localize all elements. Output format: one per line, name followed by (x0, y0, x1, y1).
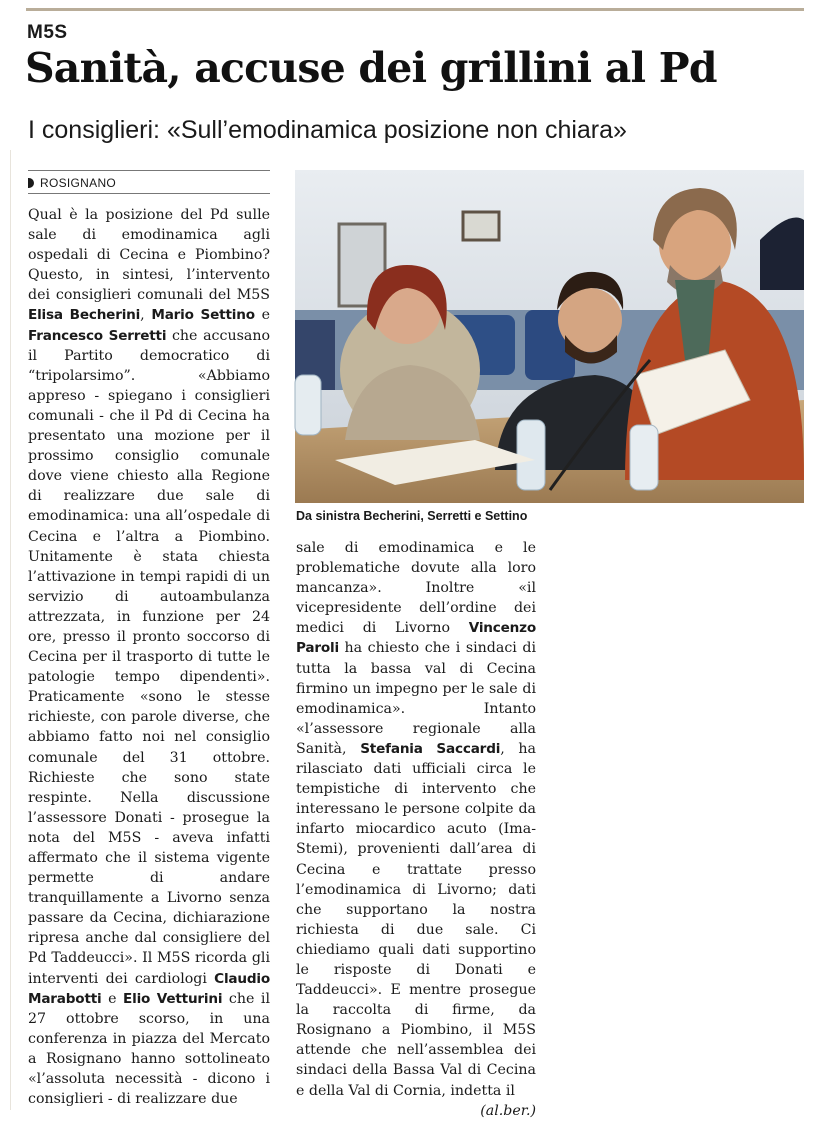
body-text: che il 27 ottobre scorso, in una conferenza in piazza del Mercato a Rosignano hanno sottolineato «l’assoluta necessità - dicono i consiglieri - di realizzare due (28, 990, 270, 1108)
section-marker-icon (28, 178, 34, 188)
body-text: e (101, 990, 124, 1007)
article-kicker: M5S (27, 22, 68, 43)
body-text: Qual è la posizione del Pd sulle sale di emodinamica agli ospedali di Cecina e Piombino? Questo, in sintesi, l’intervento dei consiglieri comunali del M5S (28, 207, 270, 304)
article-photo (295, 170, 804, 503)
article-subheadline: I consiglieri: «Sull’emodinamica posizione non chiara» (28, 116, 627, 144)
body-text: , (140, 307, 152, 324)
person-name: Claudio Marabotti (28, 970, 270, 1007)
author-signature: (al.ber.) (480, 1102, 536, 1119)
section-rule-bottom (28, 193, 270, 194)
person-name: Francesco Serretti (28, 327, 167, 344)
article-headline: Sanità, accuse dei grillini al Pd (25, 44, 717, 92)
page-margin-line (10, 150, 11, 1110)
body-text: sale di emodinamica e le problematiche dovute alla loro mancanza». Inoltre «il vicepresidente dell’ordine dei medici di Livorno (296, 540, 536, 637)
top-rule (26, 8, 804, 11)
person-name: Vincenzo Paroli (296, 620, 536, 657)
body-text: , ha rilasciato dati ufficiali circa le tempistiche di intervento che interessano le persone colpite da infarto miocardico acuto (Ima-Stemi), provenienti dall’area di Cecina e trattate presso l’emodinamica di Livorno; dati che supportano la nostra richiesta di due sale. Ci chiediamo quali dati supportino le risposte di Donati e Taddeucci». E mentre prosegue la raccolta di firme, da Rosignano a Piombino, il M5S attende che nell’assemblea dei sindaci della Bassa Val di Cecina e della Val di Cornia, indetta il (296, 740, 536, 1099)
section-tag-label: ROSIGNANO (40, 176, 117, 190)
body-text: che accusano il Partito democratico di “tripolarsimo”. «Abbiamo appreso - spiegano i consiglieri comunali - che il Pd di Cecina ha presentato una mozione per il prossimo consiglio comunale dove viene chiesto alla Regione di realizzare due sale di emodinamica: una all’ospedale di Cecina e l’altra a Piombino. Unitamente è stata chiesta l’attivazione in tempi rapidi di un servizio di autoambulanza attrezzata, in funzione per 24 ore, presso il pronto soccorso di Cecina per il trasporto di tutte le patologie tempo dipendenti». Praticamente «sono le stesse richieste, con parole diverse, che abbiamo fatto noi nel consiglio comunale del 31 ottobre. Richieste che sono state respinte. Nella discussione l’assessore Donati - prosegue la nota del M5S - aveva infatti affermato che il sistema vigente permette di andare tranquillamente a Livorno senza passare da Cecina, dichiarazione ripresa anche dal consigliere del Pd Taddeucci». Il M5S ricorda gli interventi dei cardiologi (28, 327, 270, 987)
person-name: Elio Vetturini (123, 990, 223, 1007)
section-rule-top (28, 170, 270, 171)
article-body-column-1 (28, 205, 270, 1110)
article-body-column-2 (296, 538, 536, 1119)
photo-caption: Da sinistra Becherini, Serretti e Settino (296, 509, 528, 523)
photo-illustration (295, 170, 804, 503)
person-name: Elisa Becherini (28, 307, 141, 324)
body-text: e (254, 307, 270, 324)
person-name: Stefania Saccardi (360, 740, 501, 757)
section-tag (28, 174, 116, 192)
body-text: ha chiesto che i sindaci di tutta la bassa val di Cecina firmino un impegno per le sale di emodinamica». Intanto «l’assessore regionale alla Sanità, (296, 640, 536, 757)
person-name: Mario Settino (151, 307, 255, 324)
